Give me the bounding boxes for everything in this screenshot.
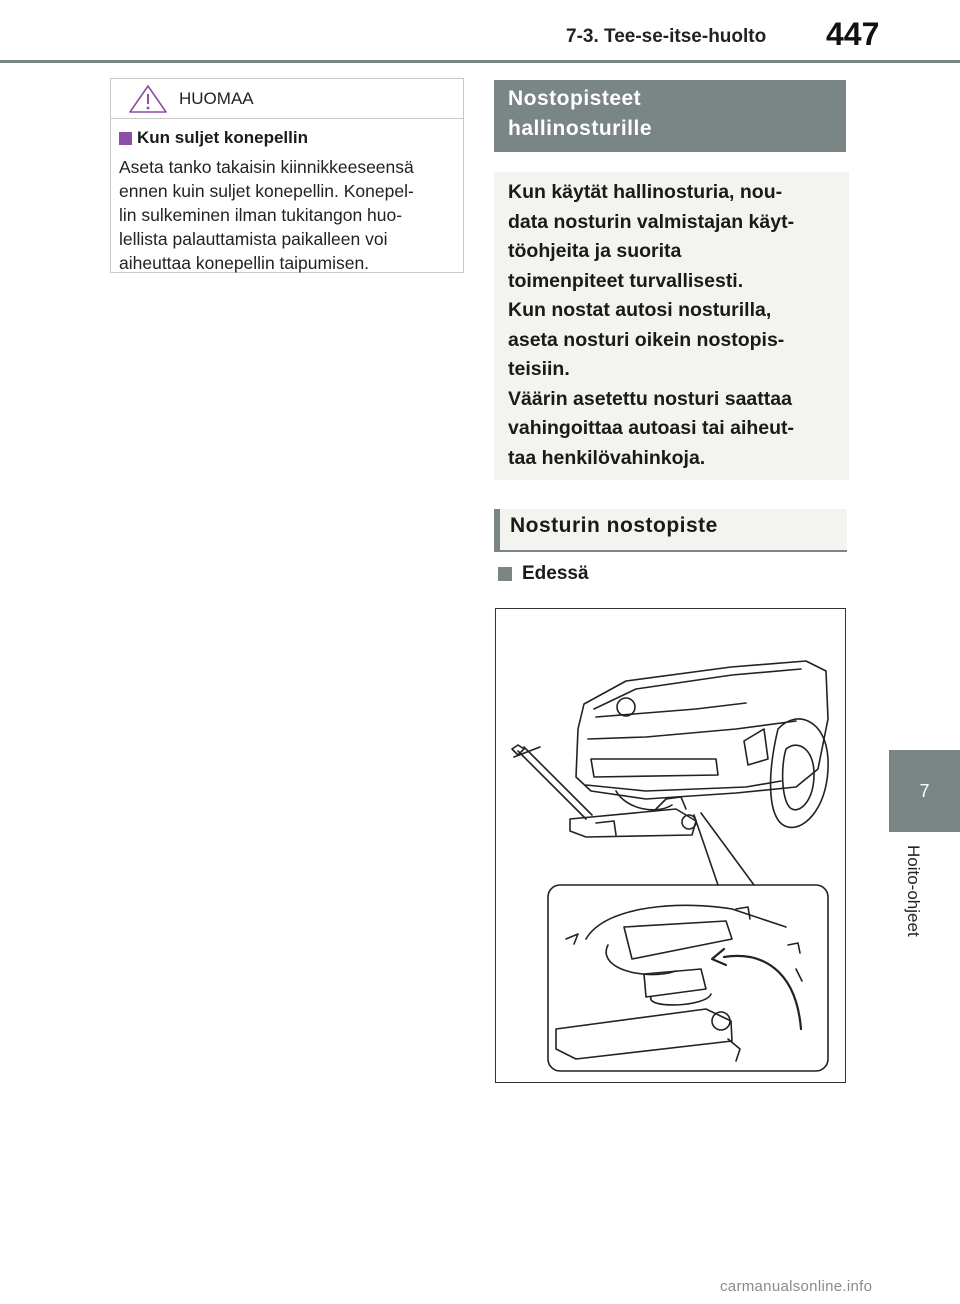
info-line: Väärin asetettu nosturi saattaa: [508, 387, 792, 410]
header-rule: [0, 60, 960, 63]
caution-line: Aseta tanko takaisin kiinnikkeeseensä: [119, 157, 414, 177]
caution-text: [119, 155, 455, 275]
info-line: toimenpiteet turvallisesti.: [508, 269, 744, 292]
jack-point-illustration: [495, 608, 846, 1083]
info-line: vahingoittaa autoasi tai aiheut-: [508, 417, 795, 439]
caution-box: [110, 78, 464, 273]
chapter-title: Hoito-ohjeet: [904, 845, 923, 937]
caution-title: HUOMAA: [179, 89, 254, 108]
bullet-square-icon: [498, 567, 512, 581]
info-line: data nosturin valmistajan käyt-: [508, 210, 795, 233]
chapter-number: 7: [919, 780, 930, 801]
info-line: Kun käytät hallinosturia, nou-: [508, 181, 783, 203]
caution-body: [111, 119, 463, 275]
front-label-text: Edessä: [522, 563, 589, 584]
chapter-tab[interactable]: [889, 750, 960, 832]
info-line: teisiin.: [508, 358, 570, 380]
caution-line: aiheuttaa konepellin taipumisen.: [119, 253, 370, 273]
caution-subheading: [119, 128, 455, 148]
caution-line: ennen kuin suljet konepellin. Konepel-: [119, 181, 414, 201]
section-heading-line: Nostopisteet: [508, 87, 642, 110]
sub-heading: Nosturin nostopiste: [494, 509, 847, 552]
info-line: Kun nostat autosi nosturilla,: [508, 299, 772, 321]
watermark: carmanualsonline.info: [720, 1278, 873, 1295]
info-line: töohjeita ja suorita: [508, 240, 682, 262]
warning-triangle-icon: [127, 84, 169, 114]
caution-header: [111, 79, 463, 119]
section-heading: [494, 80, 846, 152]
front-label: [494, 563, 589, 585]
info-line: taa henkilövahinkoja.: [508, 446, 706, 469]
info-box: [494, 172, 849, 480]
info-line: aseta nosturi oikein nostopis-: [508, 328, 785, 351]
caution-line: lellista palauttamista paikalleen voi: [119, 229, 388, 249]
car-on-jack-drawing: [496, 609, 847, 1084]
caution-subheading-text: Kun suljet konepellin: [137, 128, 308, 147]
caution-line: lin sulkeminen ilman tukitangon huo-: [119, 205, 403, 225]
section-heading-line: hallinosturille: [508, 117, 653, 140]
page-number: 447: [826, 16, 880, 52]
section-title: 7-3. Tee-se-itse-huolto: [566, 26, 767, 47]
info-text: [508, 178, 835, 473]
bullet-square-icon: [119, 132, 132, 145]
